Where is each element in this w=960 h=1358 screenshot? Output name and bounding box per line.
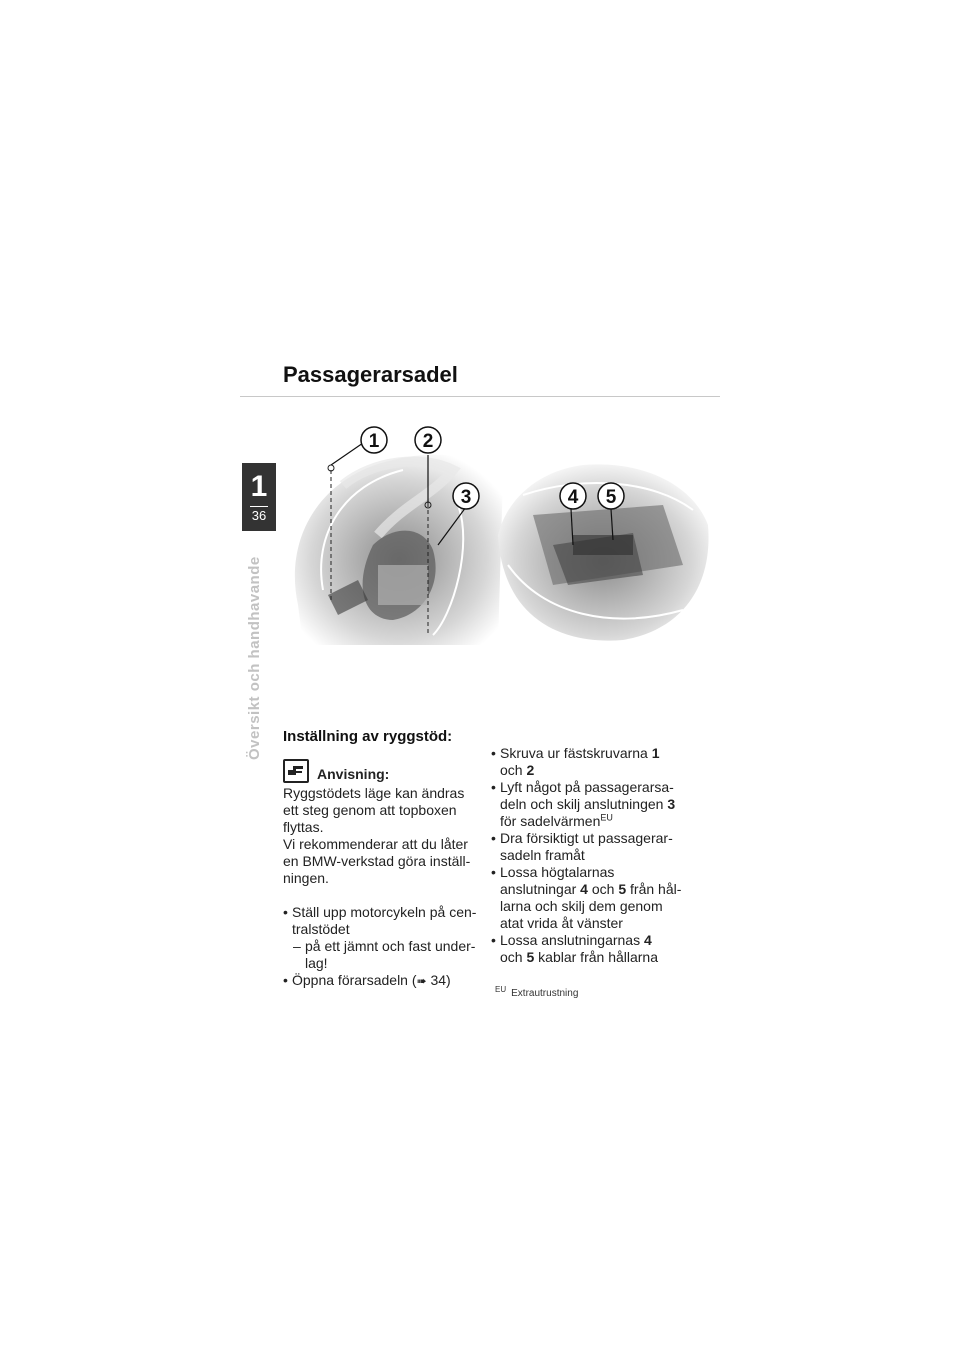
svg-text:2: 2 [422, 431, 434, 452]
note-line: Ryggstödets läge kan ändras [283, 785, 465, 801]
callout-2 [415, 427, 441, 453]
section-side-label: Översikt och handhavande [246, 556, 263, 760]
svg-text:3: 3 [460, 487, 472, 508]
callout-3 [453, 483, 479, 509]
note-header [283, 759, 493, 783]
backrest-heading: Inställning av ryggstöd: [283, 728, 453, 745]
step-pull-seat-forward: • Dra försiktigt ut passagerar- sadeln framåt [491, 830, 716, 864]
chapter-divider [250, 506, 268, 507]
note-line: Vi rekommenderar att du låter [283, 836, 468, 852]
chapter-number: 1 [250, 470, 268, 503]
page-reference-arrow-icon: ➠ [416, 974, 427, 988]
callout-4 [560, 483, 586, 509]
note-hand-icon [283, 759, 309, 783]
callout-1 [361, 427, 387, 453]
footnote [495, 984, 579, 999]
note-line: ningen. [283, 870, 329, 886]
note-line: en BMW-verkstad göra inställ- [283, 853, 471, 869]
note-line: flyttas. [283, 819, 324, 835]
step-open-rider-seat: • Öppna förarsadeln (➠ 34) [283, 972, 493, 990]
svg-text:5: 5 [605, 487, 617, 508]
step-unscrew-screws: • Skruva ur fästskruvarna 1 och 2 [491, 745, 716, 779]
svg-text:4: 4 [567, 487, 579, 508]
step-loosen-speaker-connectors: • Lossa högtalarnas anslutningar 4 och 5 från hål- larna och skilj dem genom atat vrida åt vänster [491, 864, 716, 932]
step-center-stand: • Ställ upp motorcykeln på cen- tralstödet [283, 904, 493, 938]
page-number: 36 [251, 508, 267, 523]
page-title: Passagerarsadel [283, 362, 458, 387]
left-column [283, 728, 493, 990]
left-steps [283, 904, 493, 990]
right-steps [491, 745, 716, 966]
step-level-ground: – på ett jämnt och fast under- lag! [283, 938, 493, 972]
step-lift-seat: • Lyft något på passagerarsa- deln och skilj anslutningen 3 för sadelvärmen$^{EU}$ [491, 779, 716, 830]
left-photo [295, 455, 503, 645]
step-loosen-cables: • Lossa anslutningarnas 4 och 5 kablar från hållarna [491, 932, 716, 966]
footnote-marker: EU [495, 984, 507, 994]
note-line: ett steg genom att topboxen [283, 802, 457, 818]
note-label: Anvisning: [317, 766, 390, 782]
svg-text:1: 1 [368, 431, 380, 452]
seat-removal-illustration [283, 415, 720, 685]
footnote-text: Extrautrustning [511, 988, 579, 999]
right-column [491, 745, 716, 966]
callout-5 [598, 483, 624, 509]
title-rule [240, 396, 720, 397]
